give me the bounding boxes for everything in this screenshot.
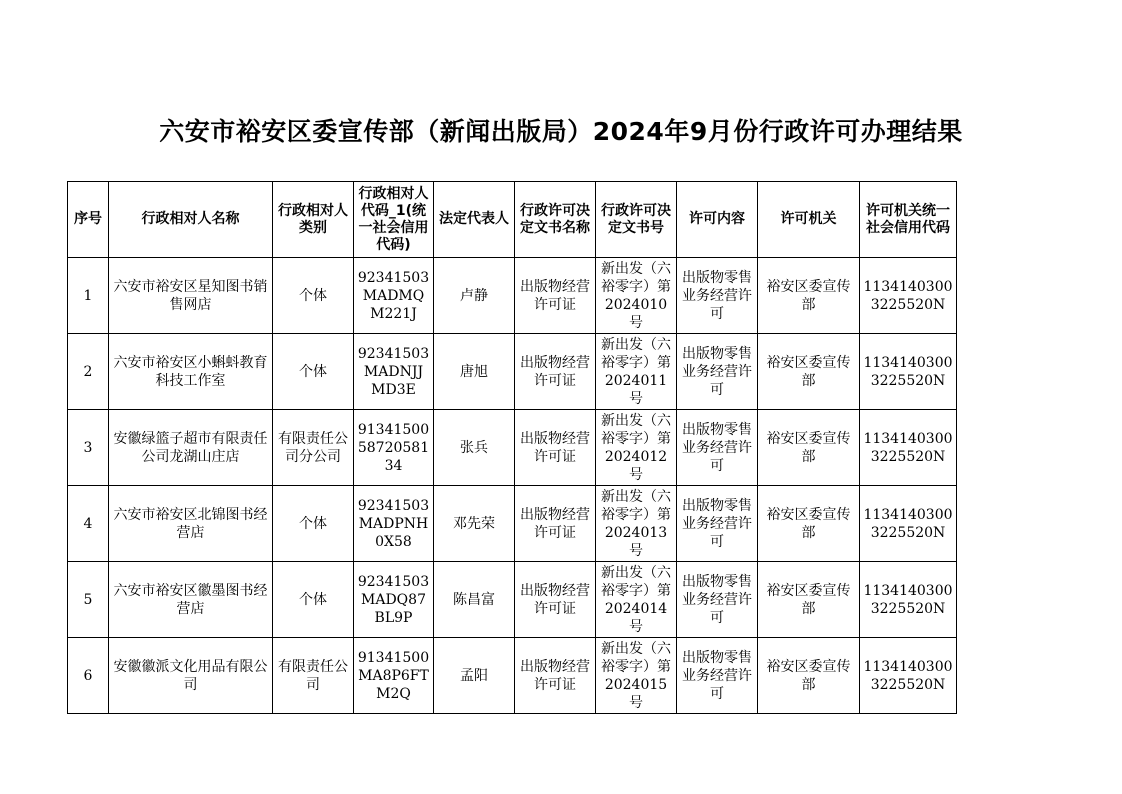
- cell-docno: 新出发（六裕零字）第2024012号: [596, 410, 677, 486]
- cell-seq: 1: [68, 258, 109, 334]
- header-code: 行政相对人代码_1(统一社会信用代码): [354, 182, 434, 258]
- cell-seq: 3: [68, 410, 109, 486]
- cell-legal: 陈昌富: [434, 562, 515, 638]
- cell-code: 92341503MADMQM221J: [354, 258, 434, 334]
- header-seq: 序号: [68, 182, 109, 258]
- cell-docname: 出版物经营许可证: [515, 486, 596, 562]
- cell-docname: 出版物经营许可证: [515, 562, 596, 638]
- cell-code: 92341503MADQ87BL9P: [354, 562, 434, 638]
- cell-authcode: 11341403003225520N: [860, 562, 957, 638]
- header-type: 行政相对人类别: [273, 182, 354, 258]
- table-header-row: [68, 182, 957, 258]
- cell-seq: 2: [68, 334, 109, 410]
- header-content: 许可内容: [677, 182, 758, 258]
- cell-legal: 孟阳: [434, 638, 515, 714]
- cell-seq: 4: [68, 486, 109, 562]
- cell-authority: 裕安区委宣传部: [758, 486, 860, 562]
- cell-content: 出版物零售业务经营许可: [677, 486, 758, 562]
- cell-legal: 唐旭: [434, 334, 515, 410]
- cell-name: 六安市裕安区星知图书销售网店: [109, 258, 273, 334]
- cell-authcode: 11341403003225520N: [860, 486, 957, 562]
- cell-docno: 新出发（六裕零字）第2024015号: [596, 638, 677, 714]
- cell-type: 个体: [273, 562, 354, 638]
- cell-docname: 出版物经营许可证: [515, 334, 596, 410]
- cell-authcode: 11341403003225520N: [860, 258, 957, 334]
- cell-docname: 出版物经营许可证: [515, 410, 596, 486]
- page-title: 六安市裕安区委宣传部（新闻出版局）2024年9月份行政许可办理结果: [159, 117, 963, 146]
- cell-content: 出版物零售业务经营许可: [677, 562, 758, 638]
- header-docno: 行政许可决定文书号: [596, 182, 677, 258]
- cell-seq: 6: [68, 638, 109, 714]
- cell-type: 个体: [273, 258, 354, 334]
- cell-authcode: 11341403003225520N: [860, 410, 957, 486]
- cell-content: 出版物零售业务经营许可: [677, 410, 758, 486]
- cell-type: 个体: [273, 334, 354, 410]
- cell-authcode: 11341403003225520N: [860, 638, 957, 714]
- cell-docno: 新出发（六裕零字）第2024011号: [596, 334, 677, 410]
- table-row: [68, 334, 957, 410]
- cell-authority: 裕安区委宣传部: [758, 562, 860, 638]
- header-name: 行政相对人名称: [109, 182, 273, 258]
- table-row: [68, 638, 957, 714]
- cell-type: 有限责任公司: [273, 638, 354, 714]
- cell-docno: 新出发（六裕零字）第2024014号: [596, 562, 677, 638]
- cell-docname: 出版物经营许可证: [515, 258, 596, 334]
- cell-code: 92341503MADNJJMD3E: [354, 334, 434, 410]
- permit-results-table: [67, 181, 957, 714]
- cell-authority: 裕安区委宣传部: [758, 410, 860, 486]
- header-authcode: 许可机关统一社会信用代码: [860, 182, 957, 258]
- cell-docno: 新出发（六裕零字）第2024010号: [596, 258, 677, 334]
- header-authority: 许可机关: [758, 182, 860, 258]
- cell-authority: 裕安区委宣传部: [758, 638, 860, 714]
- cell-code: 91341500MA8P6FTM2Q: [354, 638, 434, 714]
- cell-name: 六安市裕安区北锦图书经营店: [109, 486, 273, 562]
- cell-type: 个体: [273, 486, 354, 562]
- cell-name: 安徽徽派文化用品有限公司: [109, 638, 273, 714]
- table-row: [68, 486, 957, 562]
- cell-authority: 裕安区委宣传部: [758, 334, 860, 410]
- cell-content: 出版物零售业务经营许可: [677, 638, 758, 714]
- cell-type: 有限责任公司分公司: [273, 410, 354, 486]
- header-legal: 法定代表人: [434, 182, 515, 258]
- table-row: [68, 258, 957, 334]
- cell-legal: 卢静: [434, 258, 515, 334]
- cell-content: 出版物零售业务经营许可: [677, 334, 758, 410]
- cell-name: 安徽绿篮子超市有限责任公司龙湖山庄店: [109, 410, 273, 486]
- cell-docno: 新出发（六裕零字）第2024013号: [596, 486, 677, 562]
- cell-authority: 裕安区委宣传部: [758, 258, 860, 334]
- cell-seq: 5: [68, 562, 109, 638]
- cell-legal: 邓先荣: [434, 486, 515, 562]
- cell-name: 六安市裕安区徽墨图书经营店: [109, 562, 273, 638]
- header-docname: 行政许可决定文书名称: [515, 182, 596, 258]
- cell-authcode: 11341403003225520N: [860, 334, 957, 410]
- cell-legal: 张兵: [434, 410, 515, 486]
- cell-content: 出版物零售业务经营许可: [677, 258, 758, 334]
- cell-docname: 出版物经营许可证: [515, 638, 596, 714]
- table-row: [68, 410, 957, 486]
- cell-name: 六安市裕安区小蝌蚪教育科技工作室: [109, 334, 273, 410]
- cell-code: 92341503MADPNH0X58: [354, 486, 434, 562]
- cell-code: 913415005872058134: [354, 410, 434, 486]
- table-row: [68, 562, 957, 638]
